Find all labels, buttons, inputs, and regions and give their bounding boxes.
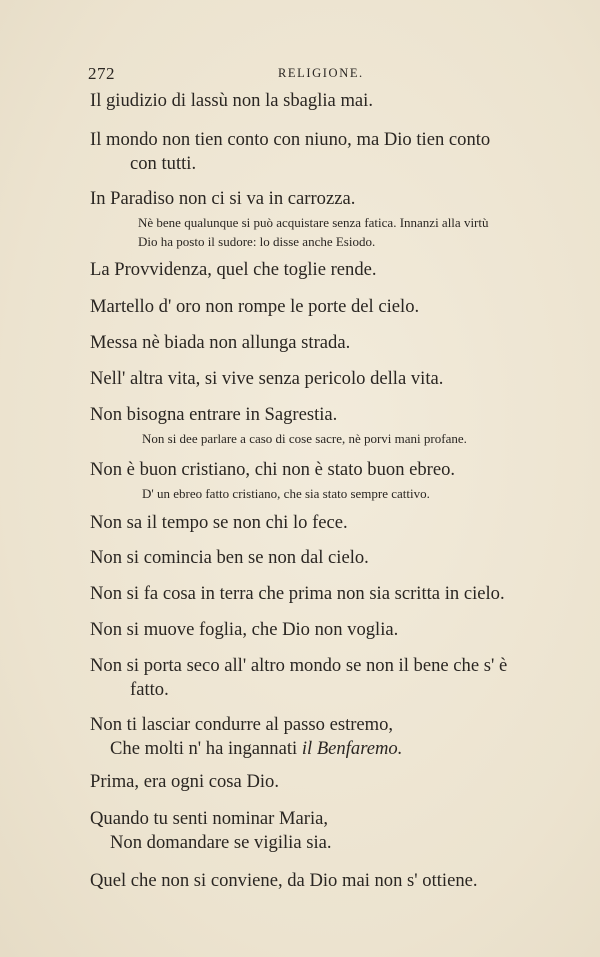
proverb-line: Non si fa cosa in terra che prima non sia scritta in cielo. <box>90 583 505 604</box>
proverb-entry <box>90 258 560 282</box>
proverb-line: Quando tu senti nominar Maria, <box>90 808 329 829</box>
proverb-entry <box>90 295 560 319</box>
proverb-note: Nè bene qualunque si può acquistare senza fatica. Innanzi alla virtù <box>138 215 489 230</box>
proverb-entry <box>90 546 560 570</box>
proverb-line: Prima, era ogni cosa Dio. <box>90 771 279 792</box>
proverb-note: Non si dee parlare a caso di cose sacre, nè porvi mani profane. <box>142 431 467 446</box>
proverb-entry <box>90 582 560 606</box>
proverb-line: Martello d' oro non rompe le porte del cielo. <box>90 296 420 317</box>
proverb-entry <box>90 511 560 535</box>
proverb-line: Non è buon cristiano, chi non è stato buon ebreo. <box>90 459 456 480</box>
proverb-verse-line <box>90 737 560 761</box>
proverb-entry <box>90 869 560 893</box>
proverb-entry <box>90 128 560 176</box>
proverb-entry <box>90 331 560 355</box>
verse-text: Che molti n' ha ingannati <box>110 738 302 759</box>
proverb-note: D' un ebreo fatto cristiano, che sia stato sempre cattivo. <box>142 486 430 501</box>
proverb-line-continued: con tutti. <box>130 153 197 174</box>
proverb-entry <box>90 618 560 642</box>
proverb-entry <box>90 403 560 448</box>
proverb-line: Non si muove foglia, che Dio non voglia. <box>90 619 399 640</box>
proverb-entry <box>90 770 560 794</box>
proverb-entry <box>90 89 560 113</box>
proverb-note: Dio ha posto il sudore: lo disse anche Esiodo. <box>138 234 376 249</box>
proverb-line: Non bisogna entrare in Sagrestia. <box>90 404 338 425</box>
proverb-line: Non si porta seco all' altro mondo se non il bene che s' è <box>90 655 508 676</box>
proverb-entry <box>90 458 560 503</box>
proverb-line: Non ti lasciar condurre al passo estremo, <box>90 714 394 735</box>
proverb-line: Non sa il tempo se non chi lo fece. <box>90 512 348 533</box>
proverb-verse-line: Non domandare se vigilia sia. <box>110 832 332 853</box>
proverb-entry <box>90 654 560 702</box>
proverb-entry <box>90 367 560 391</box>
proverb-line: In Paradiso non ci si va in carrozza. <box>90 188 356 209</box>
page-header <box>88 64 548 88</box>
proverb-line: Non si comincia ben se non dal cielo. <box>90 547 369 568</box>
verse-italic-text: il Benfaremo. <box>301 738 403 759</box>
running-head: RELIGIONE. <box>278 66 364 80</box>
proverb-line: La Provvidenza, quel che toglie rende. <box>90 259 377 280</box>
proverb-line-continued: fatto. <box>130 679 169 700</box>
proverb-line: Quel che non si conviene, da Dio mai non s' ottiene. <box>90 870 478 891</box>
proverb-entry <box>90 807 560 855</box>
proverb-line: Messa nè biada non allunga strada. <box>90 332 351 353</box>
page-number: 272 <box>88 64 115 83</box>
proverb-line: Il giudizio di lassù non la sbaglia mai. <box>90 90 373 111</box>
proverb-line: Il mondo non tien conto con niuno, ma Dio tien conto <box>90 129 491 150</box>
proverb-entry <box>90 187 560 251</box>
proverb-entry <box>90 713 560 761</box>
proverb-line: Nell' altra vita, si vive senza pericolo della vita. <box>90 368 444 389</box>
